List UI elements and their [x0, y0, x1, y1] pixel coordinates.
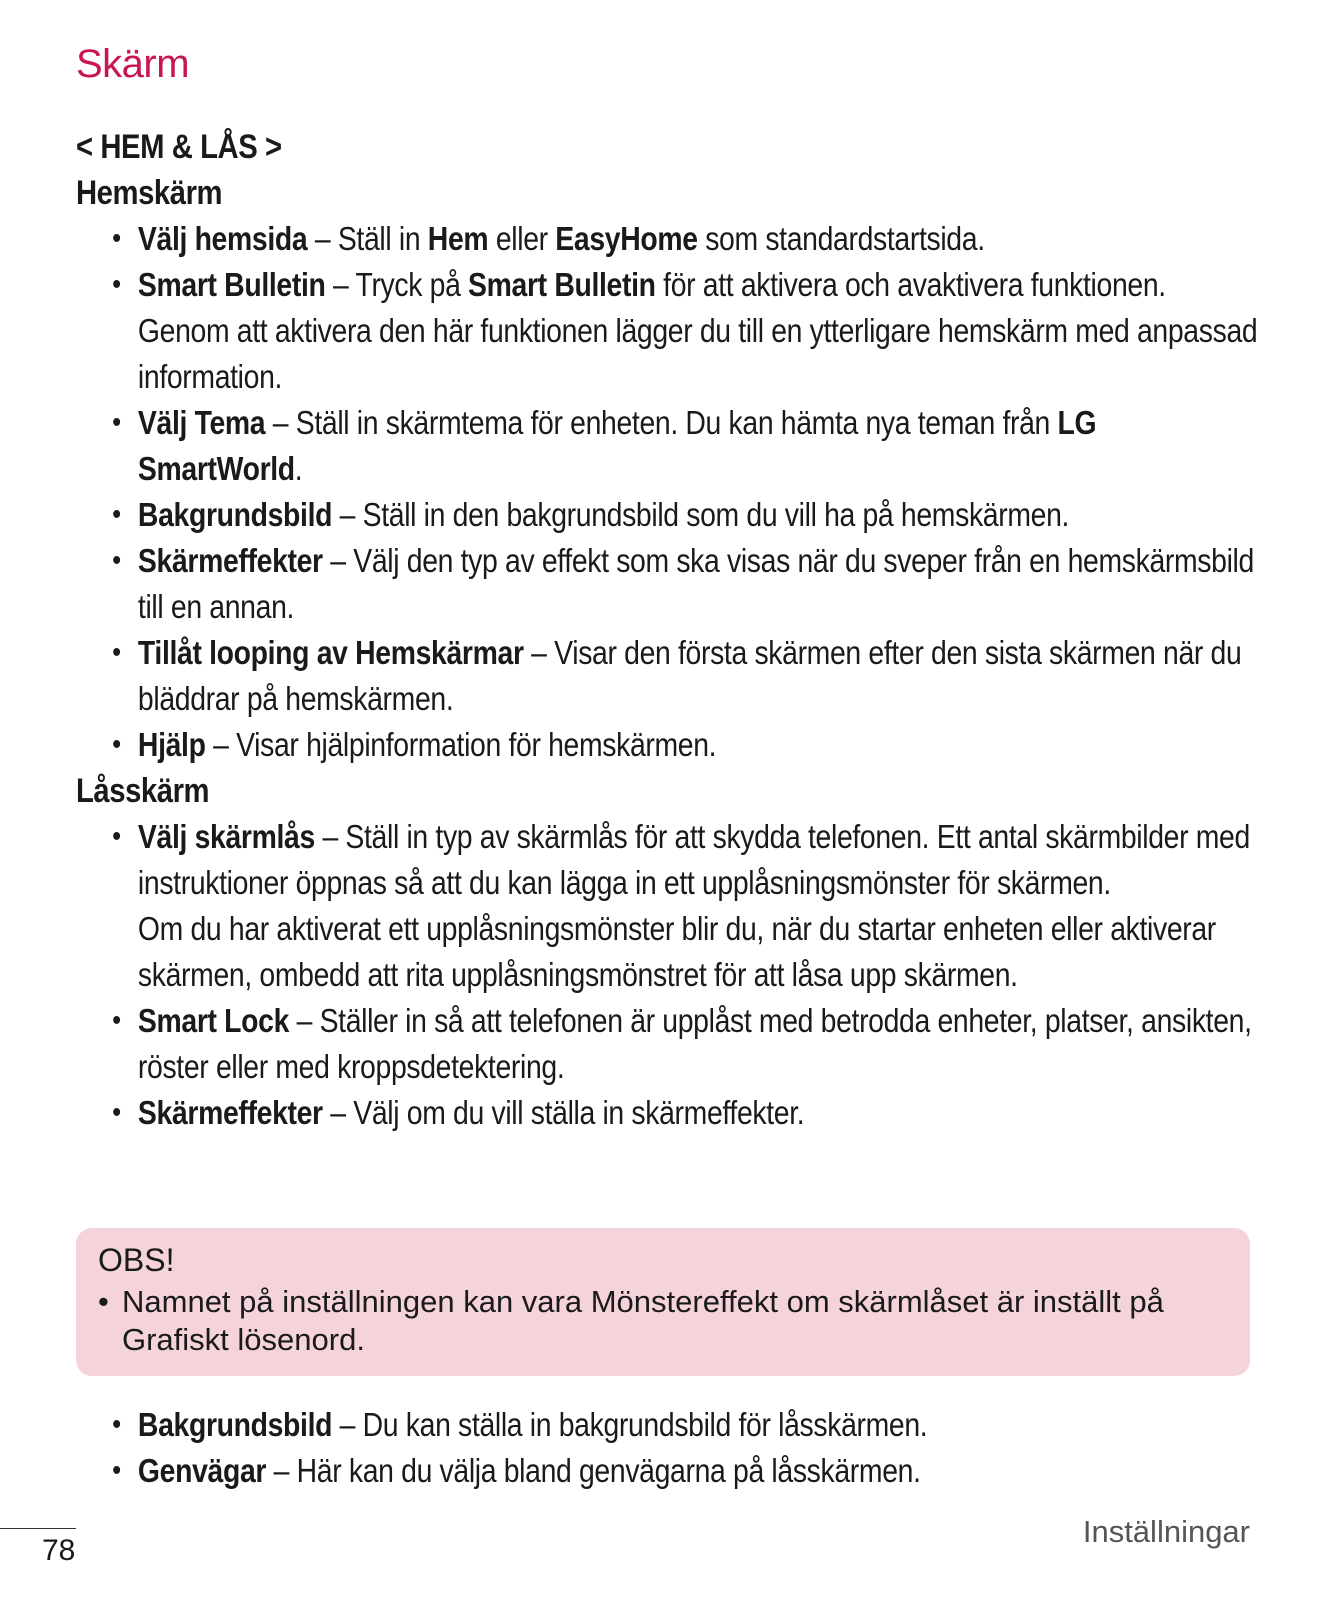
item-text: .: [294, 450, 303, 487]
bullet-dot: •: [112, 1096, 121, 1129]
lock-list: [76, 814, 1263, 1136]
item-term: Hjälp: [137, 726, 206, 763]
item-text: – Visar hjälpinformation för hemskärmen.: [205, 726, 717, 763]
footer-section-name: Inställningar: [1082, 1514, 1250, 1549]
item-term: Smart Lock: [137, 1002, 290, 1039]
list-item: [76, 492, 1263, 538]
note-body: [98, 1283, 1228, 1359]
item-term: Tillåt looping av Hemskärmar: [137, 634, 524, 671]
bullet-dot: •: [112, 1454, 121, 1487]
item-term: Välj skärmlås: [137, 818, 315, 855]
list-item: [76, 1448, 1263, 1494]
item-text: – Välj om du vill ställa in skärmeffekter.: [322, 1094, 805, 1131]
item-term: Bakgrundsbild: [137, 1406, 333, 1443]
item-text: – Visar den första skärmen efter den sista skärmen när du bläddrar på hemskärmen.: [137, 634, 1242, 717]
page-number: 78: [42, 1534, 76, 1567]
item-term: Bakgrundsbild: [137, 496, 333, 533]
list-item: [76, 400, 1263, 492]
item-text: – Ställ in den bakgrundsbild som du vill ha på hemskärmen.: [332, 496, 1070, 533]
item-text: – Tryck på: [325, 266, 469, 303]
item-term: Hem: [427, 220, 489, 257]
item-term: Smart Bulletin: [137, 266, 326, 303]
item-text: – Ställ in typ av skärmlås för att skydda telefonen. Ett antal skärmbilder med instruktioner öppnas så att du kan lägga in ett upplåsningsmönster för skärmen.: [137, 818, 1250, 901]
item-extra-text: Om du har aktiverat ett upplåsningsmönster blir du, när du startar enheten eller aktiverar skärmen, ombedd att rita upplåsningsmönstret för att låsa upp skärmen.: [137, 910, 1216, 993]
bullet-dot: •: [112, 406, 121, 439]
footer-divider: [0, 1528, 76, 1529]
bullet-dot: •: [112, 636, 121, 669]
item-term: Genvägar: [137, 1452, 267, 1489]
note-box: [76, 1228, 1250, 1376]
home-heading: Hemskärm: [76, 174, 223, 212]
item-text: eller: [488, 220, 556, 257]
item-term: LG SmartWorld: [137, 404, 1097, 487]
bullet-dot: •: [98, 1284, 109, 1319]
after-note-content: [76, 1402, 1266, 1494]
list-item: [76, 538, 1263, 630]
list-item: [76, 998, 1263, 1090]
main-content: [76, 124, 1266, 1136]
item-text: – Välj den typ av effekt som ska visas när du sveper från en hemskärmsbild till en annan.: [137, 542, 1254, 625]
item-text: – Här kan du välja bland genvägarna på låsskärmen.: [266, 1452, 921, 1489]
bullet-dot: •: [112, 222, 121, 255]
item-text: – Ställ in: [307, 220, 428, 257]
bullet-dot: •: [112, 268, 121, 301]
item-text: – Du kan ställa in bakgrundsbild för låsskärmen.: [332, 1406, 928, 1443]
list-item: [76, 630, 1263, 722]
breadcrumb: < HEM & LÅS >: [76, 128, 282, 166]
item-term: Smart Bulletin: [468, 266, 656, 303]
list-item: [76, 262, 1263, 400]
note-title: OBS!: [98, 1242, 175, 1278]
home-list: [76, 216, 1263, 768]
item-text: som standardstartsida.: [697, 220, 985, 257]
bullet-dot: •: [112, 544, 121, 577]
bullet-dot: •: [112, 1004, 121, 1037]
bullet-dot: •: [112, 1408, 121, 1441]
item-term: Välj Tema: [137, 404, 266, 441]
item-term: Skärmeffekter: [137, 1094, 323, 1131]
list-item: [76, 1090, 1263, 1136]
lock-heading: Låsskärm: [76, 772, 210, 810]
note-text: Namnet på inställningen kan vara Mönstereffekt om skärmlåset är inställt på Grafiskt lösenord.: [122, 1284, 1164, 1357]
bullet-dot: •: [112, 728, 121, 761]
item-text: – Ställer in så att telefonen är upplåst med betrodda enheter, platser, ansikten, röster eller med kroppsdetektering.: [137, 1002, 1252, 1085]
bullet-dot: •: [112, 820, 121, 853]
list-item: [76, 814, 1263, 998]
list-item: [76, 216, 1263, 262]
bullet-dot: •: [112, 498, 121, 531]
item-term: Välj hemsida: [137, 220, 308, 257]
item-term: EasyHome: [555, 220, 698, 257]
page-title: Skärm: [76, 42, 190, 86]
list-item: [76, 722, 1263, 768]
item-text: för att aktivera och avaktivera funktionen. Genom att aktivera den här funktionen lägger du till en ytterligare hemskärm med anpassad information.: [137, 266, 1258, 395]
lock-list-continued: [76, 1402, 1263, 1494]
item-term: Skärmeffekter: [137, 542, 323, 579]
item-text: – Ställ in skärmtema för enheten. Du kan hämta nya teman från: [265, 404, 1058, 441]
list-item: [76, 1402, 1263, 1448]
